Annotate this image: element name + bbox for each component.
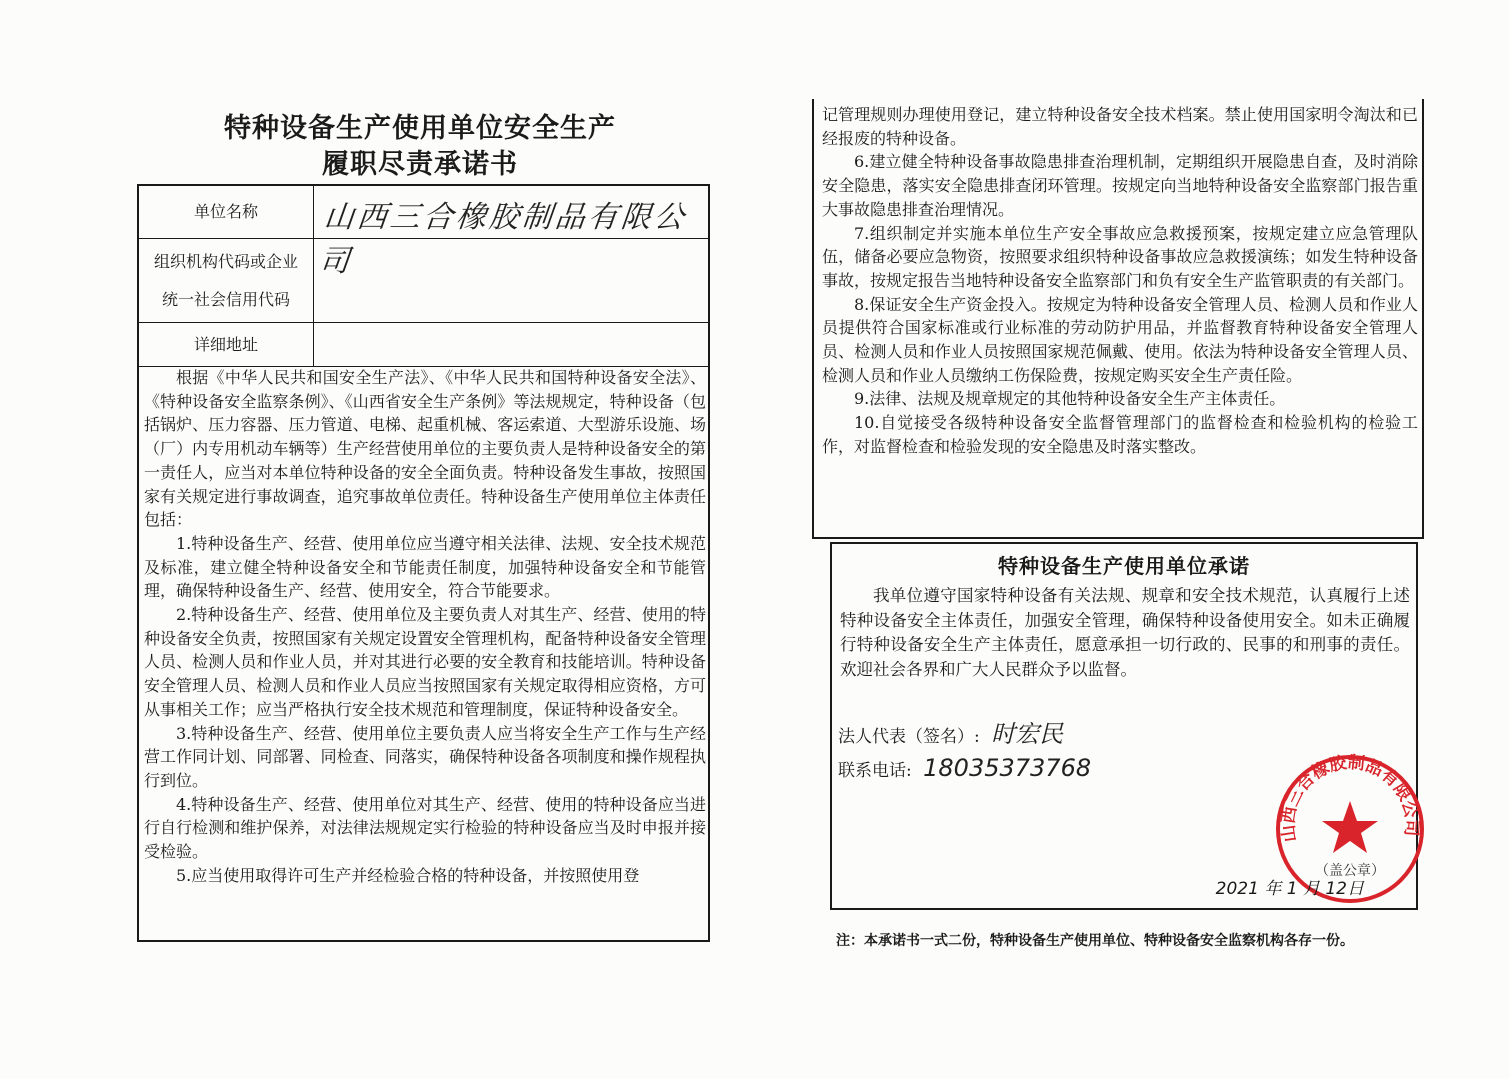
phone-row xyxy=(838,754,1091,782)
credit-code-value xyxy=(316,239,708,322)
commitment-text: 我单位遵守国家特种设备有关法规、规章和安全技术规范，认真履行上述特种设备安全主体责任，加强安全管理，确保特种设备使用安全。如未正确履行特种设备安全生产主体责任，愿意承担一切行政的、民事的和刑事的责任。欢迎社会各界和广大人民群众予以监督。 xyxy=(840,586,1410,679)
paragraph-item-5-start: 5.应当使用取得许可生产并经检验合格的特种设备，并按照使用登 xyxy=(176,865,640,885)
paragraph-item-5-end: 记管理规则办理使用登记，建立特种设备安全技术档案。禁止使用国家明令淘汰和已经报废的特种设备。 xyxy=(822,105,1418,148)
paragraph-item-6: 6.建立健全特种设备事故隐患排查治理机制，定期组织开展隐患自查，及时消除安全隐患，落实安全隐患排查闭环管理。按规定向当地特种设备安全监察部门报告重大事故隐患排查治理情况。 xyxy=(822,152,1418,219)
document-title-line2: 履职尽责承诺书 xyxy=(322,149,518,180)
address-value xyxy=(316,323,708,366)
sign-date: 2021 年 1 月 12日 xyxy=(1215,879,1364,899)
paragraph-item-9: 9.法律、法规及规章规定的其他特种设备安全生产主体责任。 xyxy=(854,389,1286,409)
paragraph-intro: 根据《中华人民共和国安全生产法》、《中华人民共和国特种设备安全法》、《特种设备安全监察条例》、《山西省安全生产条例》等法规规定，特种设备（包括锅炉、压力容器、压力管道、电梯、起重机械、客运索道、大型游乐设施、场（厂）内专用机动车辆等）生产经营使用单位的主要负责人是特种设备安全的第一责任人，应当对本单位特种设备的安全全面负责。特种设备发生事故，按照国家有关规定进行事故调查，追究事故单位责任。特种设备生产使用单位主体责任包括： xyxy=(144,368,706,530)
address-label: 详细地址 xyxy=(139,323,314,366)
unit-name-label: 单位名称 xyxy=(139,186,314,238)
seal-note: （盖公章） xyxy=(1315,863,1385,879)
paragraph-item-1: 1.特种设备生产、经营、使用单位应当遵守相关法律、法规、安全技术规范及标准，建立健全特种设备安全和节能责任制度，加强特种设备安全和节能管理，确保特种设备生产、经营、使用安全，符合节能要求。 xyxy=(144,533,706,601)
credit-code-label-line2: 统一社会信用代码 xyxy=(161,289,290,309)
credit-code-label xyxy=(139,239,314,322)
legal-rep-row xyxy=(838,714,1063,749)
seal-star-icon xyxy=(1322,801,1378,853)
legal-rep-signature: 时宏民 xyxy=(991,720,1064,748)
commitment-title: 特种设备生产使用单位承诺 xyxy=(998,554,1250,578)
paragraph-item-7: 7.组织制定并实施本单位生产安全事故应急救援预案，按规定建立应急管理队伍，储备必要应急物资，按照要求组织特种设备事故应急救援演练；如发生特种设备事故，按规定报告当地特种设备安全监察部门和负有安全生产监管职责的有关部门。 xyxy=(822,223,1418,290)
paragraph-item-4: 4.特种设备生产、经营、使用单位对其生产、经营、使用的特种设备应当进行自行检测和维护保养，对法律法规规定实行检验的特种设备应当及时申报并接受检验。 xyxy=(144,794,706,862)
unit-name-cell xyxy=(316,186,708,279)
paragraph-item-3: 3.特种设备生产、经营、使用单位主要负责人应当将安全生产工作与生产经营工作同计划、同部署、同检查、同落实，确保特种设备各项制度和操作规程执行到位。 xyxy=(144,723,706,790)
table-row-address xyxy=(139,323,708,367)
commitment-text-block xyxy=(840,584,1410,682)
footnote: 注：本承诺书一式二份，特种设备生产使用单位、特种设备安全监察机构各存一份。 xyxy=(836,933,1354,949)
phone-value: 18035373768 xyxy=(923,754,1092,782)
left-body-text xyxy=(144,366,706,887)
right-body-text xyxy=(822,103,1418,459)
paragraph-item-8: 8.保证安全生产资金投入。按规定为特种设备安全管理人员、检测人员和作业人员提供符合国家标准或行业标准的劳动防护用品，并监督教育特种设备安全管理人员、检测人员和作业人员按照国家规范佩戴、使用。依法为特种设备安全管理人员、检测人员和作业人员缴纳工伤保险费，按规定购买安全生产责任险。 xyxy=(822,294,1418,385)
phone-label: 联系电话: xyxy=(838,761,912,781)
unit-name-value: 山西三合橡胶制品有限公司 xyxy=(317,200,689,279)
table-row-credit-code xyxy=(139,239,708,323)
paragraph-item-2: 2.特种设备生产、经营、使用单位及主要负责人对其生产、经营、使用的特种设备安全负责，按照国家有关规定设置安全管理机构，配备特种设备安全管理人员、检测人员和作业人员，并对其进行必要的安全教育和技能培训。特种设备安全管理人员、检测人员和作业人员应当按照国家有关规定取得相应资格，方可从事相关工作；应当严格执行安全技术规范和管理制度，保证特种设备安全。 xyxy=(144,605,706,719)
credit-code-label-line1: 组织机构代码或企业 xyxy=(153,251,298,271)
seal-arc-text: 山西三合橡胶制品有限公司 xyxy=(1278,752,1422,844)
legal-rep-label: 法人代表（签名）: xyxy=(838,727,980,747)
paragraph-item-10: 10.自觉接受各级特种设备安全监督管理部门的监督检查和检验机构的检验工作，对监督检查和检验发现的安全隐患及时落实整改。 xyxy=(822,413,1418,456)
right-page xyxy=(760,0,1509,1079)
commitment-box xyxy=(830,542,1422,910)
document-title-line1: 特种设备生产使用单位安全生产 xyxy=(224,113,616,144)
